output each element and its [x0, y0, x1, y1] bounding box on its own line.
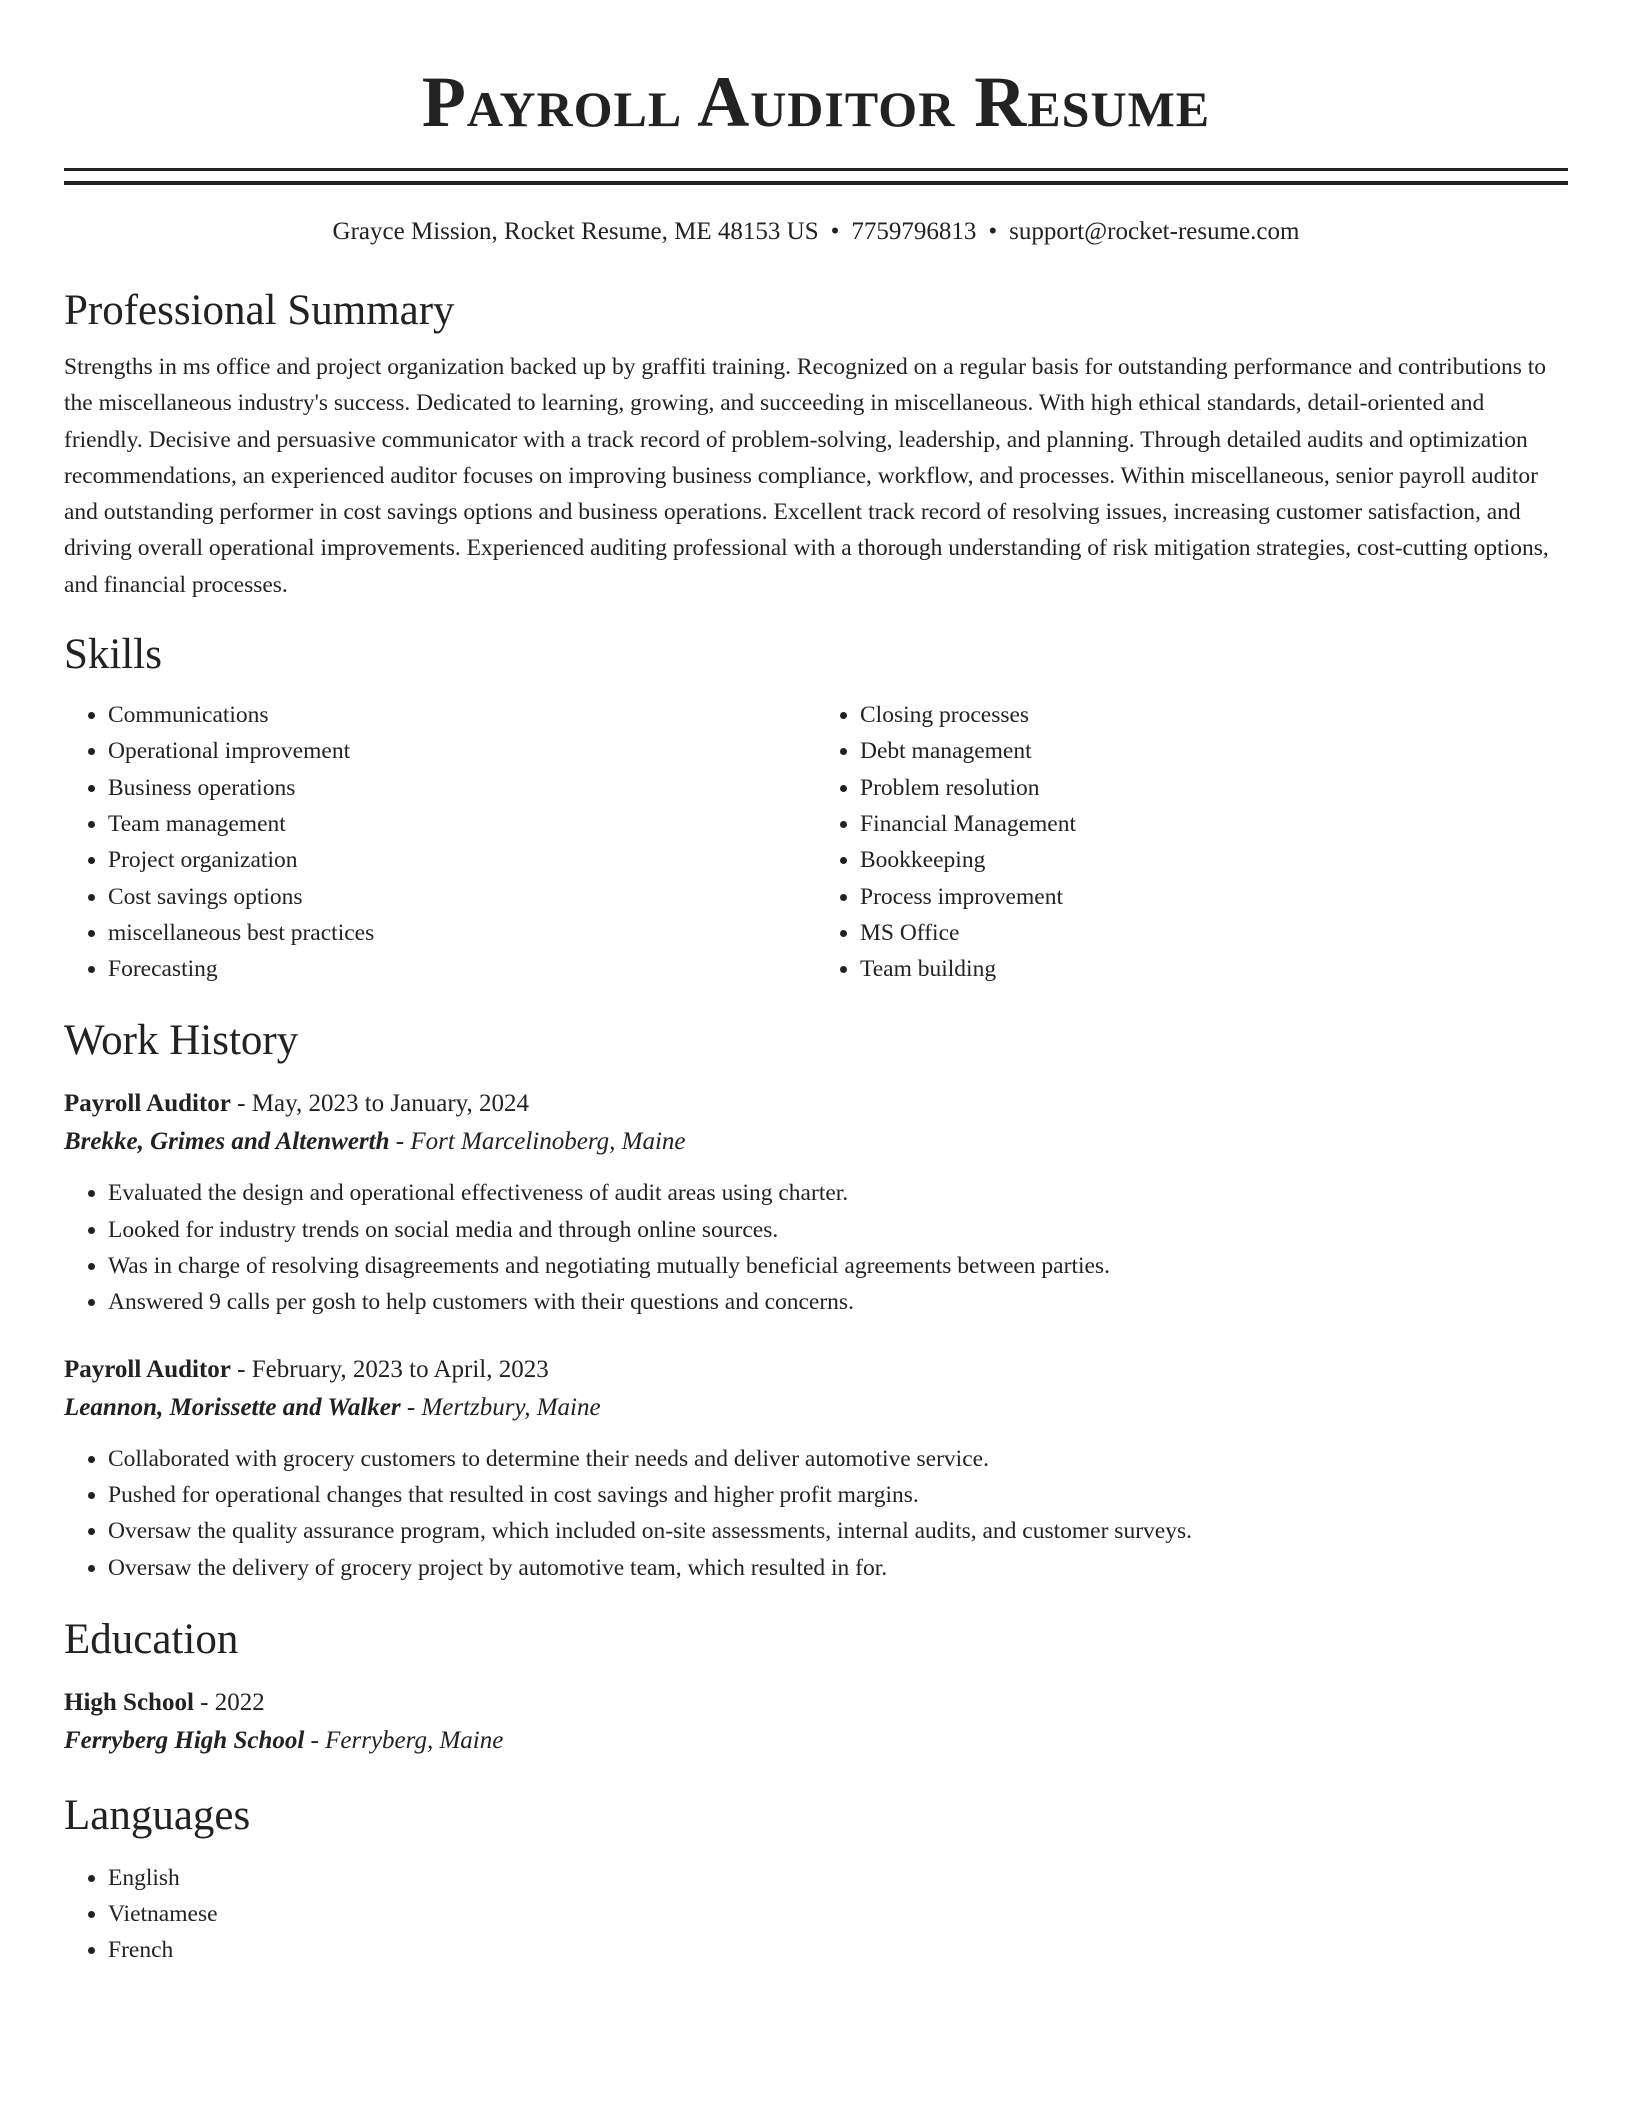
section-heading-summary: Professional Summary [64, 287, 455, 334]
languages-list [64, 1860, 1568, 1969]
graduation-year: 2022 [214, 1688, 265, 1716]
contact-separator: • [988, 218, 998, 245]
degree-name: High School [64, 1688, 194, 1716]
school-location: Ferryberg, Maine [325, 1726, 504, 1754]
skill-item: • Business operations [108, 770, 816, 806]
job-employer [64, 1389, 1568, 1427]
duty-item: • Pushed for operational changes that resulted in cost savings and higher profit margins. [108, 1477, 1568, 1513]
job-employer [64, 1123, 1568, 1161]
duty-item: • Evaluated the design and operational effectiveness of audit areas using charter. [108, 1175, 1568, 1211]
education-header [64, 1684, 1568, 1722]
contact-separator: • [830, 218, 840, 245]
company-name: Brekke, Grimes and Altenwerth [64, 1128, 390, 1156]
contact-email: support@rocket-resume.com [1009, 218, 1300, 245]
duty-item: • Was in charge of resolving disagreements and negotiating mutually beneficial agreements between parties. [108, 1248, 1568, 1284]
education-school [64, 1722, 1568, 1760]
skill-item: • Closing processes [860, 697, 1568, 733]
summary-text: Strengths in ms office and project organization backed up by graffiti training. Recognized on a regular basis for outstanding performance and contributions to the miscellaneous industry's success. Dedicated to learning, growing, and succeeding in miscellaneous. With high ethical standards, detail-oriented and friendly. Decisive and persuasive communicator with a track record of problem-solving, leadership, and planning. Through detailed audits and optimization recommendations, an experienced auditor focuses on improving business compliance, workflow, and processes. Within miscellaneous, senior payroll auditor and outstanding performer in cost savings options and business operations. Excellent track record of resolving issues, increasing customer satisfaction, and driving overall operational improvements. Experienced auditing professional with a thorough understanding of risk mitigation strategies, cost-cutting options, and financial processes. [64, 354, 1549, 598]
job-dates: May, 2023 to January, 2024 [251, 1090, 530, 1118]
education-entry [64, 1684, 1568, 1760]
dash: - [237, 1090, 246, 1118]
skill-item: • Team management [108, 806, 816, 842]
skill-item: • Process improvement [860, 879, 1568, 915]
contact-address: Grayce Mission, Rocket Resume, ME 48153 US [332, 218, 819, 245]
section-heading-languages: Languages [64, 1791, 251, 1839]
section-heading-work-history: Work History [64, 1017, 299, 1065]
skill-item: • miscellaneous best practices [108, 915, 816, 951]
skill-item: • Communications [108, 697, 816, 733]
resume-title: Payroll Auditor Resume [421, 62, 1211, 142]
job-header [64, 1351, 1568, 1389]
skill-item: • Operational improvement [108, 733, 816, 769]
skill-item: • Financial Management [860, 806, 1568, 842]
skill-item: • Cost savings options [108, 879, 816, 915]
language-item: • French [108, 1932, 1568, 1968]
section-heading-skills: Skills [64, 631, 162, 679]
skill-item: • Forecasting [108, 951, 816, 987]
skill-item: • Debt management [860, 733, 1568, 769]
duty-item: • Answered 9 calls per gosh to help customers with their questions and concerns. [108, 1284, 1568, 1320]
duty-item: • Collaborated with grocery customers to determine their needs and deliver automotive service. [108, 1441, 1568, 1477]
job-entry [64, 1351, 1568, 1586]
section-heading-education: Education [64, 1615, 239, 1663]
title-divider [64, 168, 1568, 185]
dash: - [395, 1128, 405, 1156]
job-dates: February, 2023 to April, 2023 [251, 1355, 549, 1383]
skill-item: • Bookkeeping [860, 842, 1568, 878]
job-title: Payroll Auditor [64, 1355, 231, 1383]
skill-item: • Problem resolution [860, 770, 1568, 806]
dash: - [200, 1688, 209, 1716]
dash: - [310, 1726, 319, 1754]
skill-item: • MS Office [860, 915, 1568, 951]
duty-item: • Looked for industry trends on social media and through online sources. [108, 1212, 1568, 1248]
company-name: Leannon, Morissette and Walker [64, 1393, 401, 1421]
skill-item: • Team building [860, 951, 1568, 987]
contact-line [64, 217, 1568, 247]
duty-item: • Oversaw the delivery of grocery project by automotive team, which resulted in for. [108, 1550, 1568, 1586]
skills-columns [64, 697, 1568, 987]
skills-list-left [64, 697, 816, 987]
language-item: • Vietnamese [108, 1896, 1568, 1932]
dash: - [406, 1393, 416, 1421]
skill-item: • Project organization [108, 842, 816, 878]
duty-item: • Oversaw the quality assurance program, which included on-site assessments, internal audits, and customer surveys. [108, 1513, 1568, 1549]
job-entry [64, 1085, 1568, 1320]
job-location: Mertzbury, Maine [421, 1393, 601, 1421]
job-location: Fort Marcelinoberg, Maine [410, 1128, 686, 1156]
school-name: Ferryberg High School [64, 1726, 305, 1754]
job-header [64, 1085, 1568, 1123]
dash: - [237, 1355, 246, 1383]
skills-list-right [816, 697, 1568, 987]
language-item: • English [108, 1860, 1568, 1896]
job-title: Payroll Auditor [64, 1090, 231, 1118]
job-duties [64, 1175, 1568, 1320]
job-duties [64, 1441, 1568, 1586]
contact-phone: 7759796813 [851, 218, 977, 245]
